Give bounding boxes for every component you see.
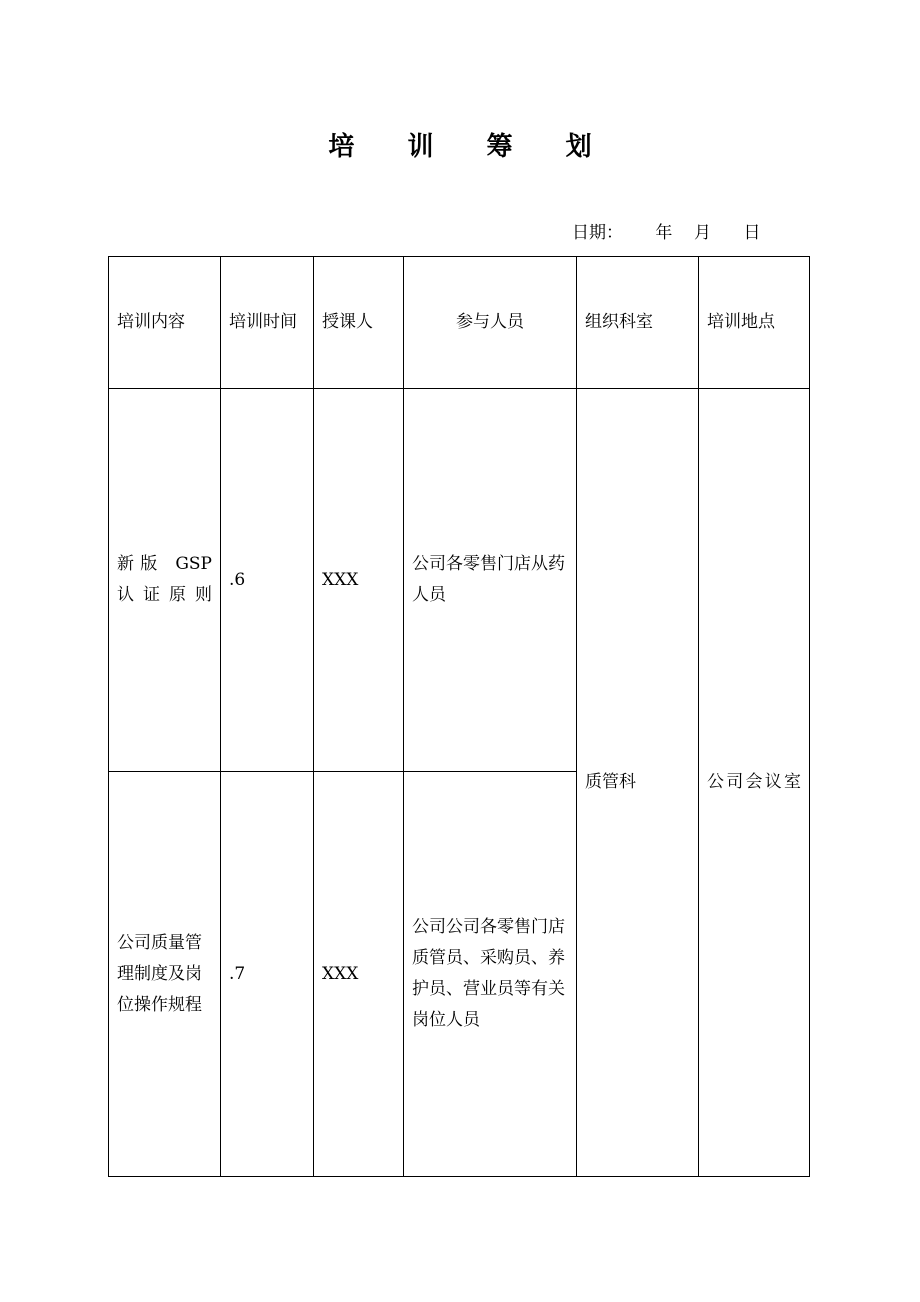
header-participants: 参与人员: [404, 257, 577, 389]
date-line: 日期： 年 月 日: [572, 223, 761, 243]
header-department: 组织科室: [577, 257, 699, 389]
cell-location: [699, 389, 810, 1177]
table-row: [109, 389, 810, 772]
header-content: 培训内容: [109, 257, 221, 389]
cell-content: 公司质量管理制度及岗位操作规程: [109, 772, 221, 1177]
cell-time: .6: [221, 389, 314, 772]
cell-content: [109, 389, 221, 772]
cell-content-text: 新版 GSP 认证原则: [117, 554, 212, 605]
cell-participants: 公司各零售门店从药人员: [404, 389, 577, 772]
cell-instructor: XXX: [314, 772, 404, 1177]
cell-participants: 公司公司各零售门店质管员、采购员、养护员、营业员等有关岗位人员: [404, 772, 577, 1177]
cell-instructor: XXX: [314, 389, 404, 772]
cell-location-text: 公司会议室: [707, 772, 801, 792]
cell-department: 质管科: [577, 389, 699, 1177]
cell-time: .7: [221, 772, 314, 1177]
training-plan-table: [108, 256, 810, 1177]
document-title: 培 训 筹 划: [328, 132, 614, 162]
table-header-row: [109, 257, 810, 389]
header-instructor: 授课人: [314, 257, 404, 389]
header-location: 培训地点: [699, 257, 810, 389]
header-time: 培训时间: [221, 257, 314, 389]
